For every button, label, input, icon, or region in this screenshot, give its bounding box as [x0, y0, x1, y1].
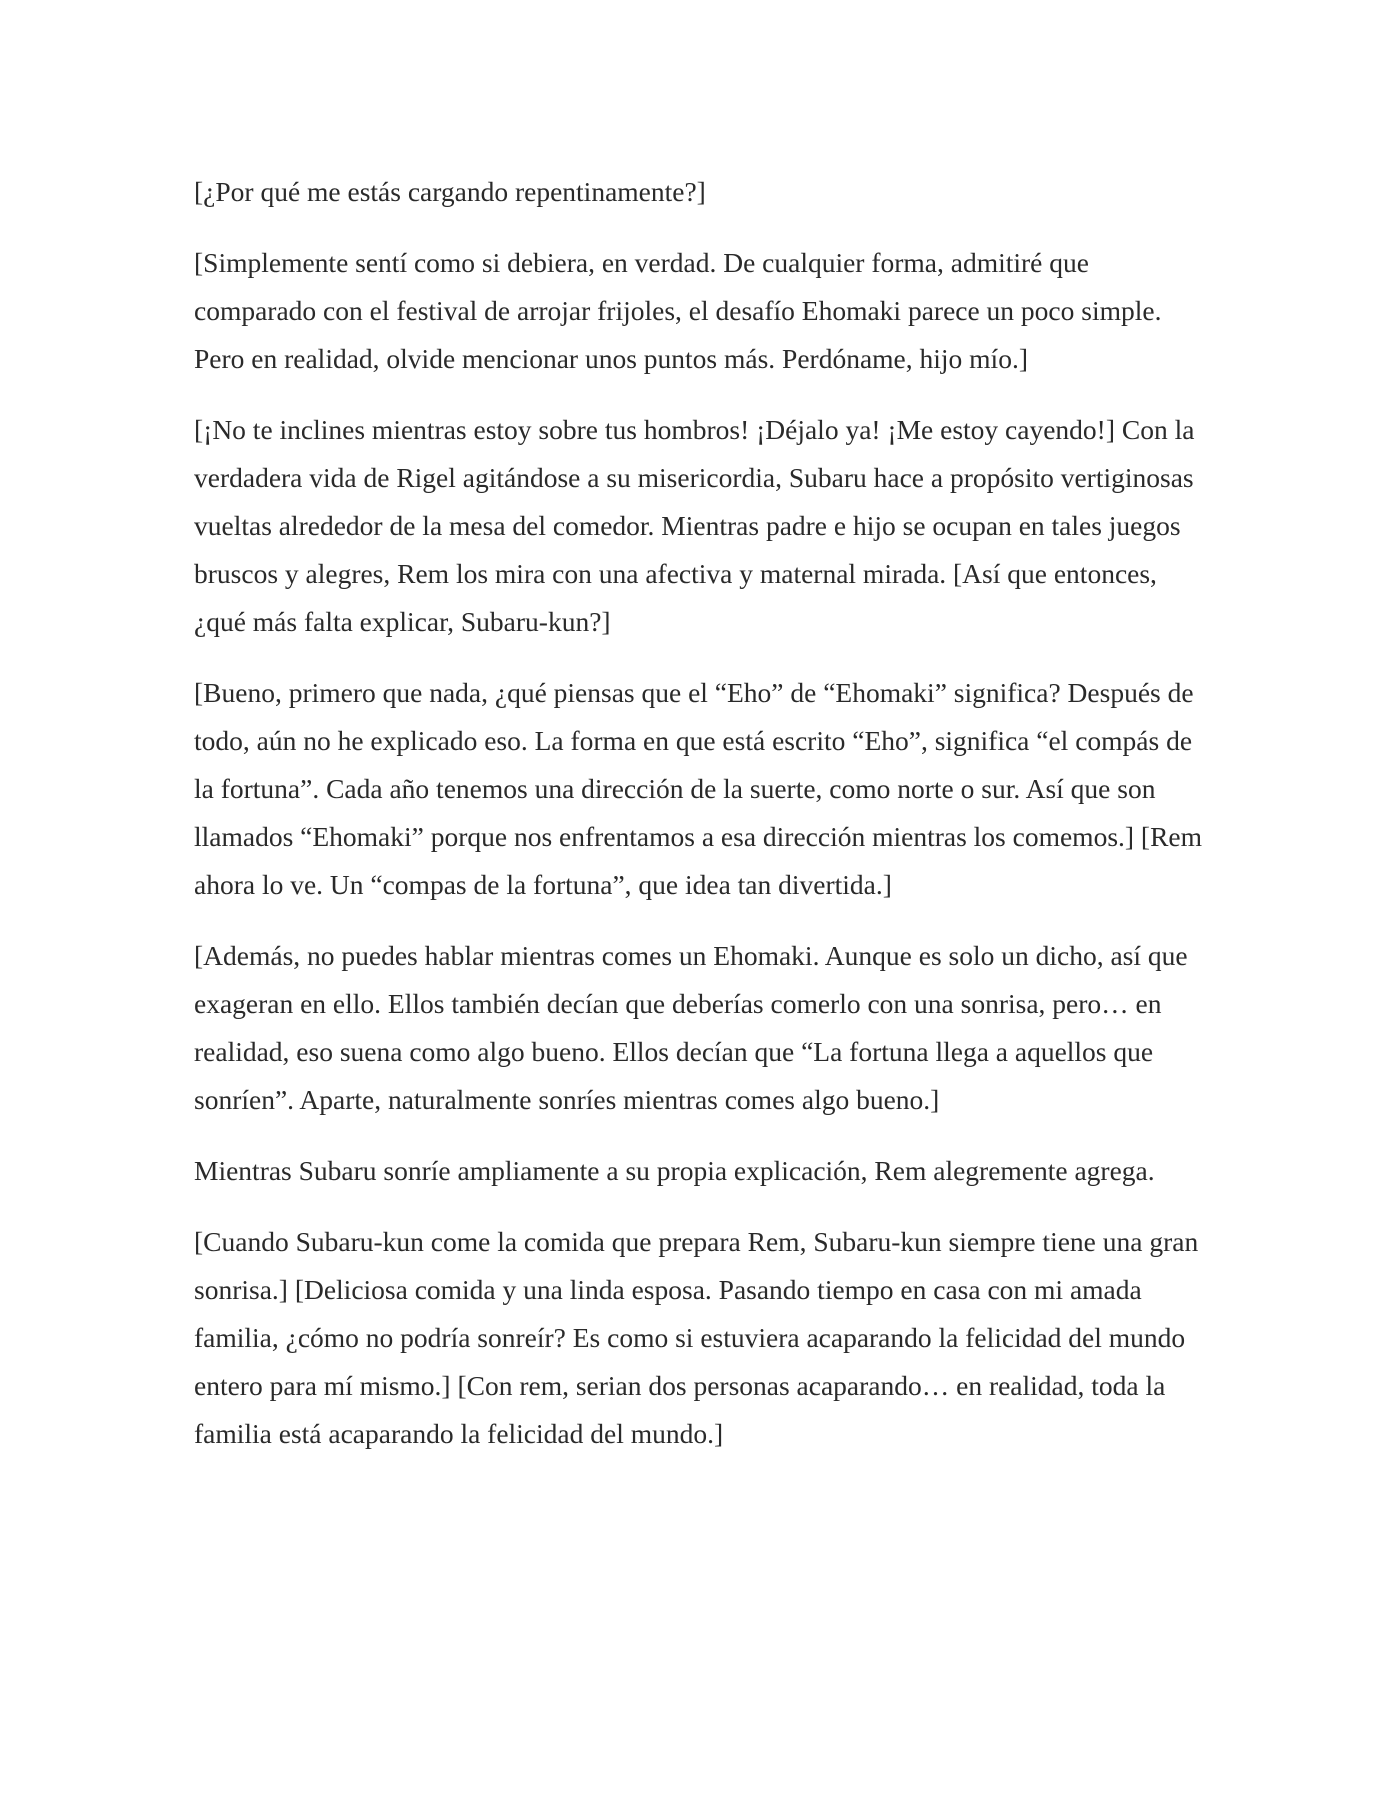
paragraph: [Además, no puedes hablar mientras comes un Ehomaki. Aunque es solo un dicho, así que exageran en ello. Ellos también decían que deberías comerlo con una sonrisa, pero… en realidad, eso suena como algo bueno. Ellos decían que “La fortuna llega a aquellos que sonríen”. Aparte, naturalmente sonríes mientras comes algo bueno.] — [194, 940, 1188, 1115]
paragraph: Mientras Subaru sonríe ampliamente a su propia explicación, Rem alegremente agrega. — [194, 1155, 1155, 1186]
paragraph: [¿Por qué me estás cargando repentinamente?] — [194, 176, 706, 207]
document-body — [194, 168, 1214, 1481]
paragraph: [Simplemente sentí como si debiera, en verdad. De cualquier forma, admitiré que comparado con el festival de arrojar frijoles, el desafío Ehomaki parece un poco simple. Pero en realidad, olvide mencionar unos puntos más. Perdóname, hijo mío.] — [194, 247, 1162, 374]
paragraph: [Bueno, primero que nada, ¿qué piensas que el “Eho” de “Ehomaki” significa? Después de todo, aún no he explicado eso. La forma en que está escrito “Eho”, significa “el compás de la fortuna”. Cada año tenemos una dirección de la suerte, como norte o sur. Así que son llamados “Ehomaki” porque nos enfrentamos a esa dirección mientras los comemos.] [Rem ahora lo ve. Un “compas de la fortuna”, que idea tan divertida.] — [194, 677, 1203, 900]
paragraph: [Cuando Subaru-kun come la comida que prepara Rem, Subaru-kun siempre tiene una gran sonrisa.] [Deliciosa comida y una linda esposa. Pasando tiempo en casa con mi amada familia, ¿cómo no podría sonreír? Es como si estuviera acaparando la felicidad del mundo entero para mí mismo.] [Con rem, serian dos personas acaparando… en realidad, toda la familia está acaparando la felicidad del mundo.] — [194, 1226, 1199, 1449]
paragraph: [¡No te inclines mientras estoy sobre tus hombros! ¡Déjalo ya! ¡Me estoy cayendo!] Con la verdadera vida de Rigel agitándose a su misericordia, Subaru hace a propósito vertiginosas vueltas alrededor de la mesa del comedor. Mientras padre e hijo se ocupan en tales juegos bruscos y alegres, Rem los mira con una afectiva y maternal mirada. [Así que entonces, ¿qué más falta explicar, Subaru-kun?] — [194, 414, 1195, 637]
